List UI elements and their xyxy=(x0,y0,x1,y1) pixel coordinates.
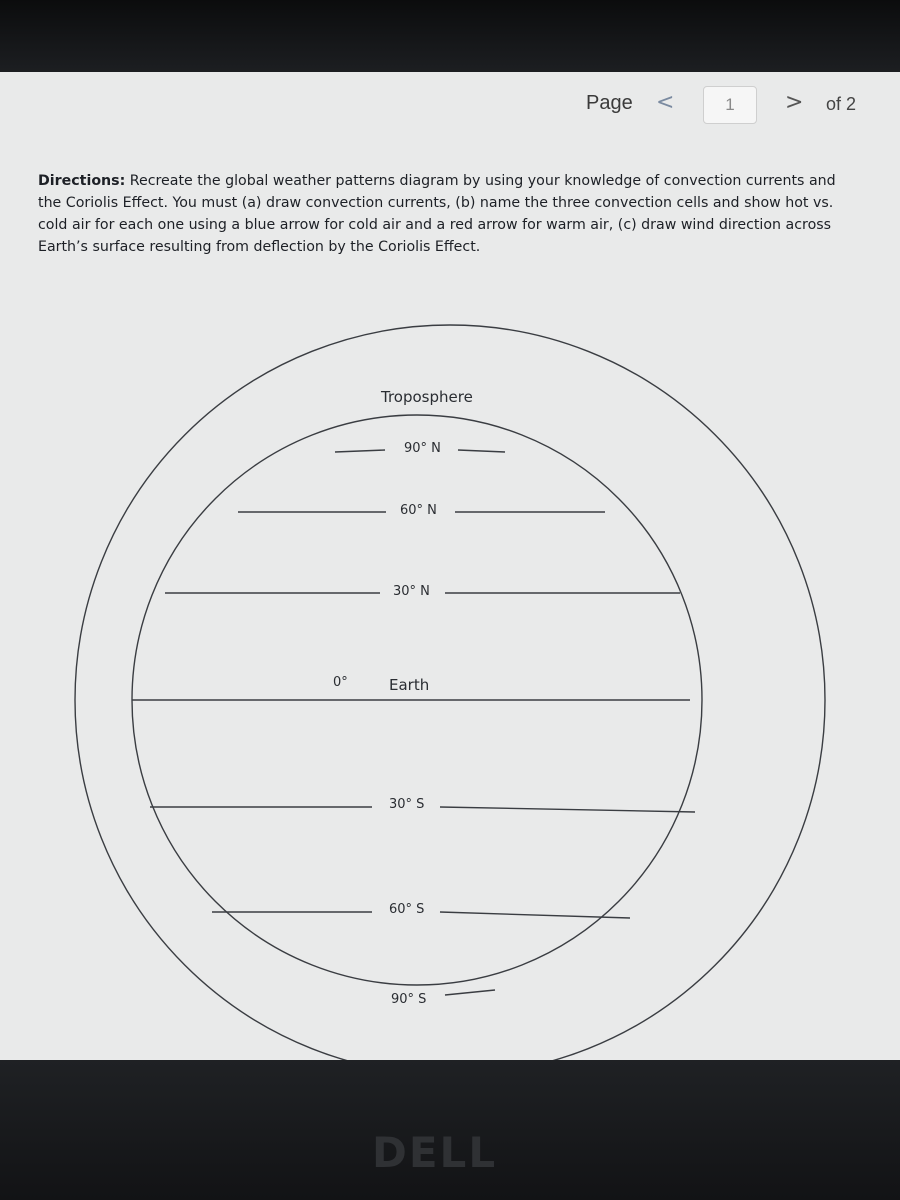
page-label: Page xyxy=(586,92,633,114)
latitude-line-60s-right xyxy=(440,912,630,918)
latitude-label-30n: 30° N xyxy=(393,584,430,599)
latitude-label-30s: 30° S xyxy=(389,797,425,812)
directions-heading: Directions: xyxy=(38,173,126,189)
troposphere-label: Troposphere xyxy=(381,388,473,406)
page-total: of 2 xyxy=(826,94,857,114)
earth-label: Earth xyxy=(389,676,430,694)
latitude-label-60s: 60° S xyxy=(389,902,425,917)
page-number-input[interactable]: 1 xyxy=(703,86,757,124)
pole-line-90s-right xyxy=(445,990,495,995)
latitude-label-60n: 60° N xyxy=(400,503,437,518)
previous-page-icon[interactable]: < xyxy=(656,90,675,115)
pole-line-90n-right xyxy=(458,450,505,452)
latitude-label-90n: 90° N xyxy=(404,441,441,456)
latitude-label-90s: 90° S xyxy=(391,992,427,1007)
directions-body: Recreate the global weather patterns diagram by using your knowledge of convection currents and the Coriolis Effect. You must (a) draw convection currents, (b) name the three convection cells and show hot vs. cold air for each one using a blue arrow for cold air and a red arrow for warm air, (c) draw wind direction across Earth’s surface resulting from deflection by the Coriolis Effect. xyxy=(38,173,836,255)
pole-line-90n-left xyxy=(335,450,385,452)
latitude-line-30s-right xyxy=(440,807,695,812)
dell-logo: DELL xyxy=(372,1128,498,1177)
next-page-icon[interactable]: > xyxy=(785,90,804,115)
equator-label: 0° xyxy=(333,675,348,690)
